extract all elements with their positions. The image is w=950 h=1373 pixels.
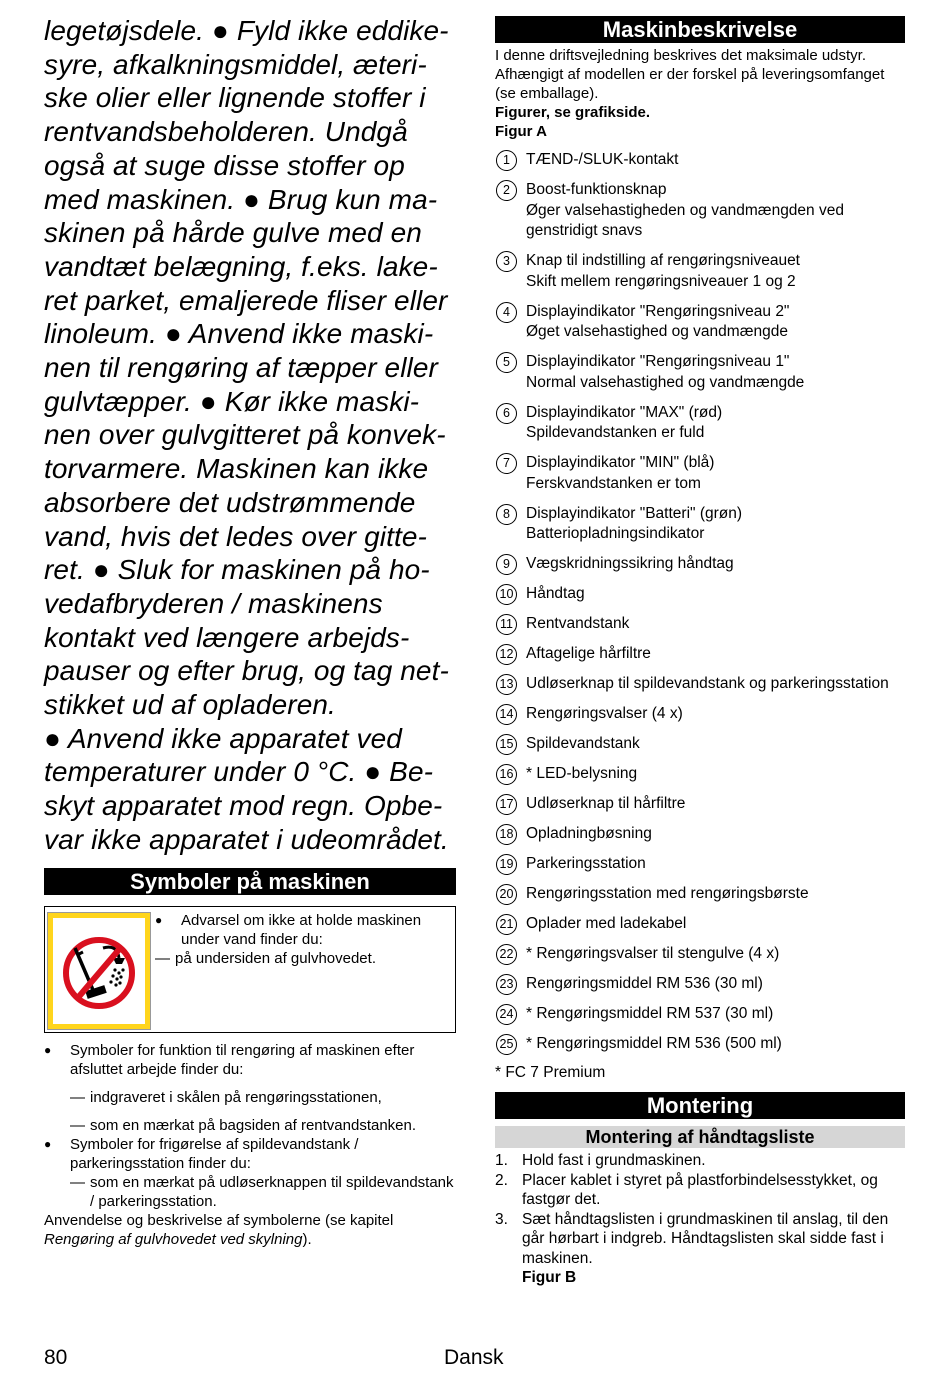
- item-label: Oplader med ladekabel: [526, 915, 687, 932]
- parts-list-item: [495, 614, 905, 635]
- step-text: Placer kablet i styret på plastforbindelsesstykket, og fastgør det.: [522, 1171, 878, 1208]
- item-number-badge: 15: [496, 734, 517, 755]
- item-description: Øget valsehastighed og vandmængde: [526, 323, 788, 340]
- safety-instructions-paragraph: [44, 14, 456, 857]
- chapter-reference-link[interactable]: Rengøring af gulvhovedet ved skylning: [44, 1230, 303, 1248]
- paragraph-line: rentvandsbeholderen. Undgå: [44, 116, 408, 148]
- warning-symbol-text: [155, 911, 451, 968]
- item-number-badge: 13: [496, 674, 517, 695]
- paragraph-line: nen til rengøring af tæpper eller: [44, 352, 438, 384]
- item-label: Knap til indstilling af rengøringsniveauet: [526, 252, 800, 269]
- step-number: 3.: [495, 1210, 508, 1228]
- item-number-badge: 21: [496, 914, 517, 935]
- parts-list-item: [495, 794, 905, 815]
- parts-list-item: [495, 974, 905, 995]
- paragraph-line: kontakt ved længere arbejds-: [44, 621, 410, 653]
- paragraph-line: vedafbryderen / maskinens: [44, 587, 383, 619]
- paragraph-line: linoleum. ● Anvend ikke maski-: [44, 318, 434, 350]
- item-label: Displayindikator "Rengøringsniveau 1": [526, 353, 790, 370]
- item-number-badge: 5: [496, 352, 517, 373]
- parts-list-item: [495, 674, 905, 695]
- step-text: Hold fast i grundmaskinen.: [522, 1152, 706, 1169]
- item-label: Udløserknap til hårfiltre: [526, 795, 686, 812]
- footer-language: Dansk: [444, 1346, 504, 1369]
- figure-a-label: Figur A: [495, 123, 547, 140]
- item-label: Rengøringsstation med rengøringsbørste: [526, 885, 809, 902]
- item-description: Batteriopladningsindikator: [526, 525, 705, 542]
- left-column: [44, 14, 456, 1249]
- dash-sticker-release: — som en mærkat på udløserknappen til spildevandstank / parkeringsstation.: [70, 1173, 456, 1211]
- parts-list-item: [495, 734, 905, 755]
- parts-list-item: [495, 644, 905, 665]
- page-number: 80: [44, 1346, 68, 1369]
- item-number-badge: 22: [496, 944, 517, 965]
- item-number-badge: 25: [496, 1034, 517, 1055]
- item-number-badge: 4: [496, 302, 517, 323]
- item-description: Normal valsehastighed og vandmængde: [526, 373, 805, 391]
- parts-list-item: [495, 824, 905, 845]
- item-number-badge: 2: [496, 180, 517, 201]
- usage-note: Anvendelse og beskrivelse af symbolerne (se kapitel Rengøring af gulvhovedet ved skylning).: [44, 1211, 394, 1248]
- item-label: Displayindikator "MIN" (blå): [526, 454, 715, 471]
- item-number-badge: 12: [496, 644, 517, 665]
- paragraph-line: ret parket, emaljerede fliser eller: [44, 284, 448, 316]
- paragraph-line: stikket ud af opladeren.: [44, 689, 336, 721]
- item-label: Håndtag: [526, 585, 585, 602]
- item-number-badge: 17: [496, 794, 517, 815]
- step-number: 2.: [495, 1171, 508, 1189]
- parts-list-item: [495, 914, 905, 935]
- item-label: Parkeringsstation: [526, 855, 646, 872]
- item-description: Øger valsehastigheden og vandmængden ved genstridigt snavs: [526, 201, 844, 239]
- item-number-badge: 10: [496, 584, 517, 605]
- montering-subheading: Montering af håndtagsliste: [495, 1126, 905, 1148]
- parts-list-item: [495, 453, 905, 494]
- montering-step: [495, 1151, 905, 1171]
- parts-list-item: [495, 764, 905, 785]
- item-number-badge: 14: [496, 704, 517, 725]
- paragraph-line: pauser og efter brug, og tag net-: [44, 655, 449, 687]
- paragraph-line: legetøjsdele. ● Fyld ikke eddike-: [44, 15, 449, 46]
- step-number: 1.: [495, 1152, 508, 1169]
- item-label: Displayindikator "Batteri" (grøn): [526, 504, 743, 522]
- footnote: * FC 7 Premium: [495, 1064, 606, 1081]
- paragraph-line: skinen på hårde gulve med en: [44, 217, 422, 249]
- step-text: Sæt håndtagslisten i grundmaskinen til anslag, til den går hørbart i indgreb. Håndtagslisten skal sidde fast i maskinen.: [522, 1210, 889, 1267]
- parts-list-item: [495, 584, 905, 605]
- paragraph-line: ske olier eller lignende stoffer i: [44, 82, 426, 114]
- parts-list-item: [495, 1034, 905, 1055]
- paragraph-line: ret. ● Sluk for maskinen på ho-: [44, 554, 430, 586]
- item-label: * Rengøringsvalser til stengulve (4 x): [526, 945, 780, 962]
- parts-list-item: [495, 403, 905, 444]
- parts-list-item: [495, 554, 905, 575]
- item-description: Ferskvandstanken er tom: [526, 474, 701, 492]
- item-label: Rentvandstank: [526, 615, 630, 632]
- bullet-cleaning-symbols: ● Symboler for funktion til rengøring af maskinen efter afsluttet arbejde finder du:: [44, 1041, 456, 1079]
- do-not-immerse-warning-icon: [47, 912, 151, 1030]
- montering-step: [495, 1210, 905, 1269]
- item-number-badge: 24: [496, 1004, 517, 1025]
- symbols-heading: Symboler på maskinen: [44, 868, 456, 895]
- symbols-list: [44, 1041, 456, 1249]
- bullet-release-symbols: ● Symboler for frigørelse af spildevandstank / parkeringsstation finder du:: [44, 1135, 456, 1173]
- parts-list-item: [495, 251, 905, 292]
- item-description: Spildevandstanken er fuld: [526, 424, 705, 441]
- paragraph-line: ● Anvend ikke apparatet ved: [44, 722, 402, 754]
- parts-list-item: [495, 180, 905, 242]
- montering-steps: [495, 1151, 905, 1268]
- montering-heading: Montering: [495, 1092, 905, 1119]
- machine-description-heading: Maskinbeskrivelse: [495, 16, 905, 43]
- item-number-badge: 9: [496, 554, 517, 575]
- item-label: Aftagelige hårfiltre: [526, 645, 651, 662]
- item-label: Udløserknap til spildevandstank og parkeringsstation: [526, 675, 889, 692]
- item-number-badge: 20: [496, 884, 517, 905]
- parts-list-item: [495, 884, 905, 905]
- parts-list: [495, 150, 905, 1055]
- warning-symbol-box: [44, 906, 456, 1033]
- figure-b-label: Figur B: [522, 1269, 577, 1286]
- parts-list-item: [495, 302, 905, 343]
- paragraph-line: syre, afkalkningsmiddel, æteri-: [44, 48, 427, 80]
- item-label: Vægskridningssikring håndtag: [526, 555, 734, 572]
- box-bullet: ● Advarsel om ikke at holde maskinen under vand finder du:: [155, 911, 451, 949]
- item-number-badge: 3: [496, 251, 517, 272]
- paragraph-line: torvarmere. Maskinen kan ikke: [44, 453, 429, 485]
- parts-list-item: [495, 1004, 905, 1025]
- item-number-badge: 11: [496, 614, 517, 635]
- item-number-badge: 1: [496, 150, 517, 171]
- figures-note: Figurer, se grafikside.: [495, 104, 651, 121]
- paragraph-line: temperaturer under 0 °C. ● Be-: [44, 756, 434, 788]
- paragraph-line: med maskinen. ● Brug kun ma-: [44, 183, 438, 215]
- paragraph-line: vandtæt belægning, f.eks. lake-: [44, 250, 438, 282]
- paragraph-line: absorbere det udstrømmende: [44, 486, 416, 518]
- item-label: Displayindikator "Rengøringsniveau 2": [526, 302, 790, 320]
- item-number-badge: 16: [496, 764, 517, 785]
- item-label: * Rengøringsmiddel RM 536 (500 ml): [526, 1035, 782, 1052]
- item-label: Boost-funktionsknap: [526, 181, 667, 198]
- item-number-badge: 19: [496, 854, 517, 875]
- item-number-badge: 6: [496, 403, 517, 424]
- paragraph-line: vand, hvis det ledes over gitte-: [44, 520, 427, 552]
- paragraph-line: også at suge disse stoffer op: [44, 149, 405, 181]
- item-label: Rengøringsvalser (4 x): [526, 705, 683, 722]
- parts-list-item: [495, 352, 905, 393]
- item-label: * Rengøringsmiddel RM 537 (30 ml): [526, 1005, 774, 1022]
- paragraph-line: gulvtæpper. ● Kør ikke maski-: [44, 385, 420, 417]
- paragraph-line: skyt apparatet mod regn. Opbe-: [44, 790, 443, 822]
- paragraph-line: nen over gulvgitteret på konvek-: [44, 419, 446, 451]
- item-label: Rengøringsmiddel RM 536 (30 ml): [526, 975, 763, 992]
- paragraph-line: var ikke apparatet i udeområdet.: [44, 823, 449, 855]
- dash-engraved: — indgraveret i skålen på rengøringsstationen,: [70, 1088, 456, 1107]
- item-label: Spildevandstank: [526, 735, 640, 752]
- item-number-badge: 18: [496, 824, 517, 845]
- item-label: TÆND-/SLUK-kontakt: [526, 151, 679, 168]
- parts-list-item: [495, 944, 905, 965]
- item-description: Skift mellem rengøringsniveauer 1 og 2: [526, 272, 796, 290]
- box-dash-item: — på undersiden af gulvhovedet.: [155, 949, 451, 968]
- montering-step: [495, 1171, 905, 1210]
- parts-list-item: [495, 704, 905, 725]
- item-label: Displayindikator "MAX" (rød): [526, 403, 723, 421]
- right-column: [495, 16, 905, 1288]
- item-number-badge: 23: [496, 974, 517, 995]
- item-label: * LED-belysning: [526, 765, 638, 782]
- item-label: Opladningbøsning: [526, 825, 652, 842]
- parts-list-item: [495, 504, 905, 545]
- parts-list-item: [495, 150, 905, 171]
- intro-text: I denne driftsvejledning beskrives det maksimale udstyr. Afhængigt af modellen er der forskel på leveringsomfanget (se emballage).: [495, 47, 885, 102]
- item-number-badge: 8: [496, 504, 517, 525]
- dash-sticker-back: — som en mærkat på bagsiden af rentvandstanken.: [70, 1116, 456, 1135]
- parts-list-item: [495, 854, 905, 875]
- item-number-badge: 7: [496, 453, 517, 474]
